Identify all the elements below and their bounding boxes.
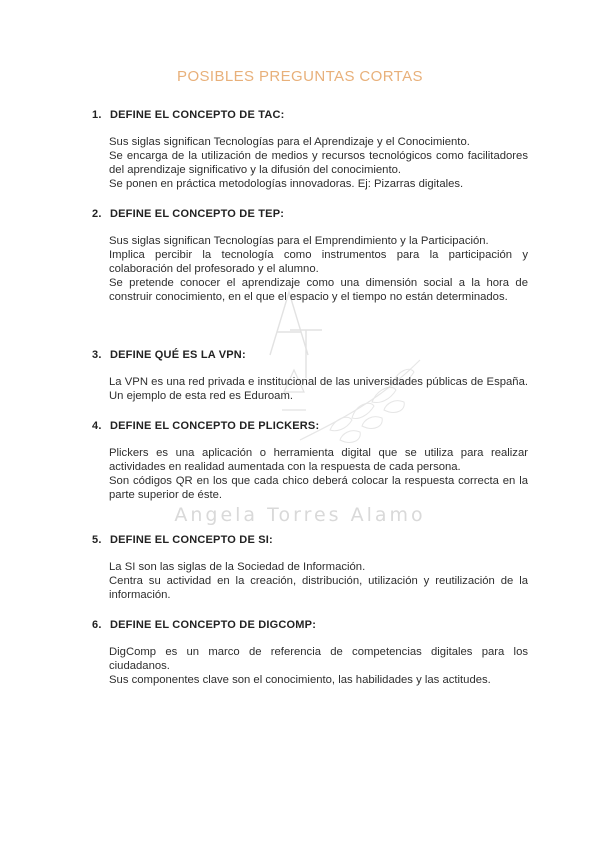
question-title: DEFINE EL CONCEPTO DE TAC: [110,109,285,121]
question-6 [92,619,528,687]
question-title: DEFINE EL CONCEPTO DE TEP: [110,208,285,220]
question-answer [109,375,528,403]
question-title: DEFINE EL CONCEPTO DE PLICKERS: [110,420,320,432]
question-2 [92,208,528,304]
question-heading [92,420,528,432]
question-title: DEFINE EL CONCEPTO DE SI: [110,534,273,546]
question-heading [92,109,528,121]
question-title: DEFINE EL CONCEPTO DE DIGCOMP: [110,619,317,631]
question-5 [92,534,528,602]
question-heading [92,208,528,220]
answer-paragraph: Implica percibir la tecnología como instrumentos para la participación y colaboración del profesorado y el alumno. [109,249,528,275]
answer-paragraph: La VPN es una red privada e institucional de las universidades públicas de España. Un ejemplo de esta red es Eduroam. [109,376,528,402]
answer-paragraph: Son códigos QR en los que cada chico deberá colocar la respuesta correcta en la parte superior de éste. [109,475,528,501]
question-title: DEFINE QUÉ ES LA VPN: [110,349,246,361]
question-number: 6. [92,619,102,631]
question-number: 1. [92,109,102,121]
answer-paragraph: Sus siglas significan Tecnologías para el Aprendizaje y el Conocimiento. [109,136,470,148]
answer-paragraph: Centra su actividad en la creación, distribución, utilización y reutilización de la información. [109,575,528,601]
question-4 [92,420,528,502]
question-heading [92,534,528,546]
question-answer [109,446,528,502]
watermark-text: Angela Torres Alamo [174,504,426,526]
question-number: 5. [92,534,102,546]
question-3 [92,349,528,403]
page-title: POSIBLES PREGUNTAS CORTAS [177,68,423,85]
question-answer [109,560,528,602]
question-number: 3. [92,349,102,361]
question-heading [92,619,528,631]
answer-paragraph: Se ponen en práctica metodologías innovadoras. Ej: Pizarras digitales. [109,178,464,190]
answer-paragraph: Sus siglas significan Tecnologías para el Emprendimiento y la Participación. [109,235,489,247]
question-number: 2. [92,208,102,220]
question-1 [92,109,528,191]
question-number: 4. [92,420,102,432]
question-answer [109,645,528,687]
answer-paragraph: La SI son las siglas de la Sociedad de Información. [109,561,366,573]
answer-paragraph: DigComp es un marco de referencia de competencias digitales para los ciudadanos. [109,646,528,672]
answer-paragraph: Sus componentes clave son el conocimiento, las habilidades y las actitudes. [109,674,491,686]
question-heading [92,349,528,361]
answer-paragraph: Se encarga de la utilización de medios y recursos tecnológicos como facilitadores del aprendizaje significativo y la difusión del conocimiento. [109,150,528,176]
question-answer [109,135,528,191]
question-answer [109,234,528,304]
answer-paragraph: Se pretende conocer el aprendizaje como una dimensión social a la hora de construir conocimiento, en el que el espacio y el tiempo no están determinados. [109,277,528,303]
answer-paragraph: Plickers es una aplicación o herramienta digital que se utiliza para realizar actividades en realidad aumentada con la respuesta de cada persona. [109,447,528,473]
